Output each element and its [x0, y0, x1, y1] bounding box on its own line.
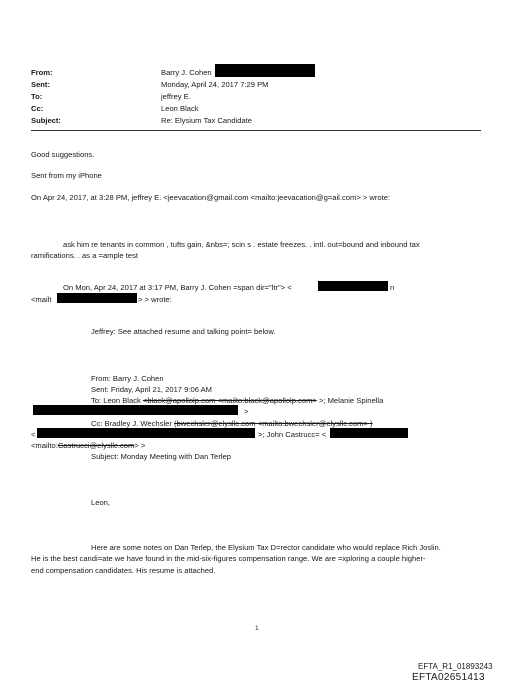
fwd-from: From: Barry J. Cohen [91, 374, 164, 383]
redaction-bar [330, 428, 408, 438]
fwd-cc3-close: > > [134, 441, 146, 450]
fwd-cc3-email: Castrucci@elysllc.com [57, 441, 135, 450]
fwd-to [91, 396, 383, 405]
jeffrey-message-line-1: ask him re tenants in common , tufts gain, &nbs=; scin s . estate freezes. . intl. out=bound and inbound tax [63, 240, 420, 249]
doc-id-primary: EFTA_R1_01893243 [418, 662, 493, 671]
sent-value: Monday, April 24, 2017 7:29 PM [161, 80, 269, 89]
redaction-bar [215, 64, 315, 77]
quote-header-barry-mailto: <mailt [31, 295, 52, 304]
greeting: Leon, [91, 498, 111, 507]
redaction-bar [37, 428, 255, 438]
quote-header-barry-tail: n [390, 283, 395, 292]
sent-label: Sent: [31, 80, 50, 89]
subject-value: Re: Elysium Tax Candidate [161, 116, 253, 125]
paragraph-line-1: Here are some notes on Dan Terlep, the Elysium Tax D=rector candidate who would replace Rich Joslin. [91, 543, 441, 552]
fwd-to-close: > [244, 407, 249, 416]
paragraph-line-3: end compensation candidates. His resume is attached. [31, 566, 216, 575]
jeffrey-message-line-2: ramifications. . as a =ample test [31, 251, 138, 260]
body-line-good-suggestions: Good suggestions. [31, 150, 95, 159]
redaction-bar [33, 405, 238, 415]
page-number: 1 [255, 625, 259, 632]
fwd-to-rest: >; Melanie Spinella [316, 396, 384, 405]
from-value: Barry J. Cohen [161, 68, 212, 77]
fwd-to-name: To: Leon Black [91, 396, 143, 405]
fwd-cc-name: Cc: Bradley J. Wechsler [91, 419, 174, 428]
paragraph-line-2: He is the best candi=ate we have found in the mid-six-figures compensation range. We are =xploring a couple higher- [31, 554, 426, 563]
header-divider [31, 130, 481, 131]
fwd-cc-email: (bwechsler@elysllc.com <mailto:bwechsler@elysllc.com> ) [174, 419, 373, 428]
fwd-cc [91, 419, 373, 428]
subject-label: Subject: [31, 116, 61, 125]
fwd-cc2-castrucci: >; John Castrucc= < [258, 430, 327, 439]
jeffrey-see-attached: Jeffrey: See attached resume and talking point= below. [91, 327, 276, 336]
fwd-cc3-mailto: <mailto: [31, 441, 58, 450]
fwd-sent: Sent: Friday, April 21, 2017 9:06 AM [91, 385, 213, 394]
redaction-bar [57, 293, 137, 303]
from-label: From: [31, 68, 53, 77]
quote-header-jeffrey: On Apr 24, 2017, at 3:28 PM, jeffrey E. <jeevacation@gmail.com <mailto:jeevacation@g=ail.com> > wrote: [31, 193, 391, 202]
to-label: To: [31, 92, 43, 101]
quote-header-barry: On Mon, Apr 24, 2017 at 3:17 PM, Barry J. Cohen =span dir="ltr"> < [63, 283, 292, 292]
doc-id-secondary: EFTA02651413 [412, 672, 485, 683]
body-line-sent-from-iphone: Sent from my iPhone [31, 171, 102, 180]
fwd-subject: Subject: Monday Meeting with Dan Terlep [91, 452, 231, 461]
quote-header-barry-wrote: > > wrote: [138, 295, 172, 304]
fwd-cc3 [31, 441, 145, 450]
fwd-cc2-open: < [31, 430, 36, 439]
fwd-to-email: <black@apollolp.com <mailto:black@apollolp.com> [142, 396, 317, 405]
cc-value: Leon Black [161, 104, 199, 113]
cc-label: Cc: [31, 104, 44, 113]
redaction-bar [318, 281, 388, 291]
to-value: jeffrey E. [161, 92, 191, 101]
